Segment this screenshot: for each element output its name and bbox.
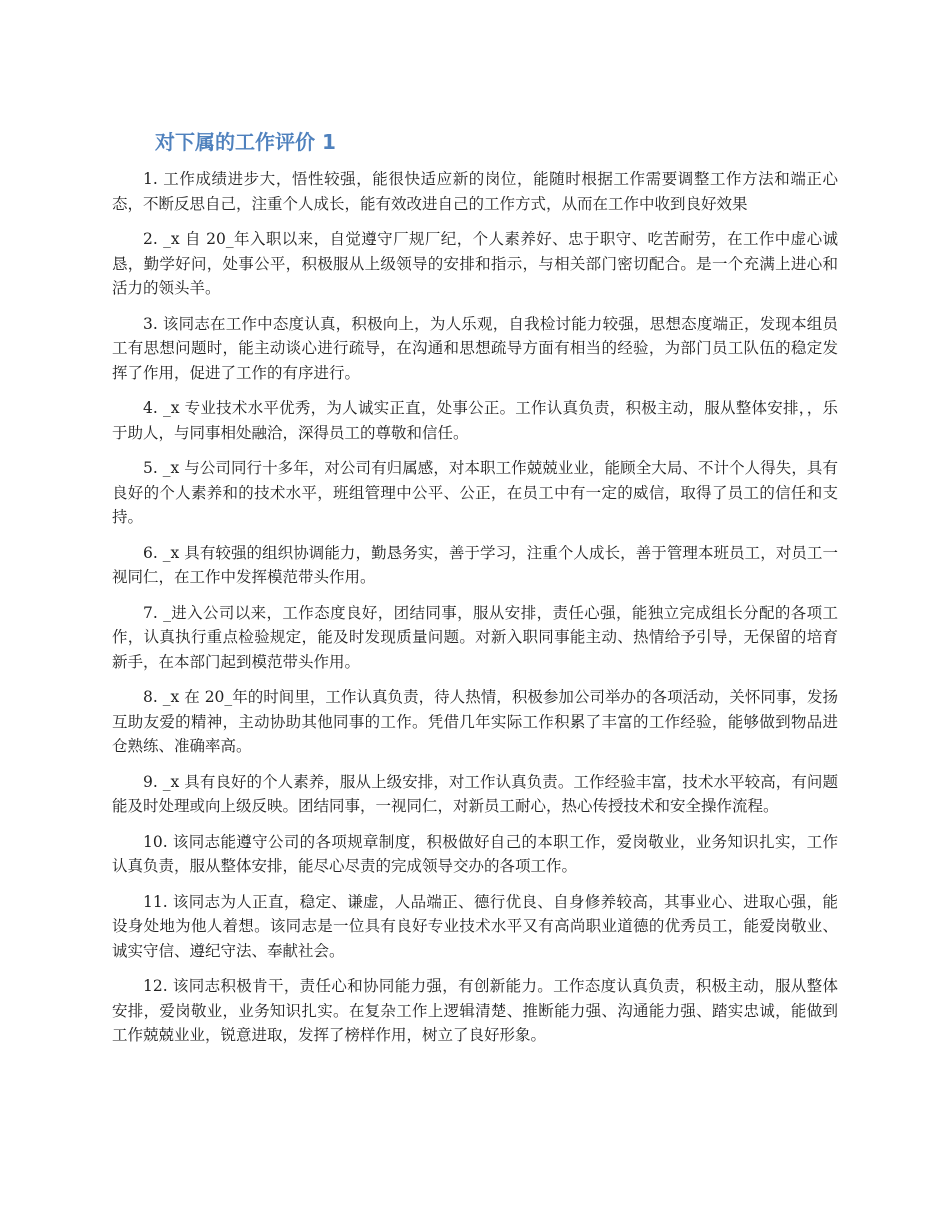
paragraph-3: 3. 该同志在工作中态度认真，积极向上，为人乐观，自我检讨能力较强，思想态度端正，发现本组员工有思想问题时，能主动谈心进行疏导，在沟通和思想疏导方面有相当的经验，为部门员工队伍的稳定发挥了作用，促进了工作的有序进行。 [112,314,838,382]
document-body [112,167,838,1059]
paragraph-5: 5. _x 与公司同行十多年，对公司有归属感，对本职工作兢兢业业，能顾全大局、不计个人得失，具有良好的个人素养和的技术水平，班组管理中公平、公正，在员工中有一定的威信，取得了员工的信任和支持。 [112,459,838,526]
paragraph-8: 8. _x 在 20_年的时间里，工作认真负责，待人热情，积极参加公司举办的各项活动，关怀同事，发扬互助友爱的精神，主动协助其他同事的工作。凭借几年实际工作积累了丰富的工作经验，能够做到物品进仓熟练、准确率高。 [112,688,838,755]
document-title: 对下属的工作评价 1 [155,130,336,154]
paragraph-1: 1. 工作成绩进步大，悟性较强，能很快适应新的岗位，能随时根据工作需要调整工作方法和端正心态，不断反思自己，注重个人成长，能有效改进自己的工作方式，从而在工作中收到良好效果 [112,170,838,213]
paragraph-10: 10. 该同志能遵守公司的各项规章制度，积极做好自己的本职工作，爱岗敬业，业务知识扎实，工作认真负责，服从整体安排，能尽心尽责的完成领导交办的各项工作。 [112,832,838,875]
paragraph-9: 9. _x 具有良好的个人素养，服从上级安排，对工作认真负责。工作经验丰富，技术水平较高，有问题能及时处理或向上级反映。团结同事，一视同仁，对新员工耐心，热心传授技术和安全操作流程。 [112,772,838,815]
paragraph-6: 6. _x 具有较强的组织协调能力，勤恳务实，善于学习，注重个人成长，善于管理本班员工，对员工一视同仁，在工作中发挥模范带头作用。 [112,543,838,586]
paragraph-2: 2. _x 自 20_年入职以来，自觉遵守厂规厂纪，个人素养好、忠于职守、吃苦耐劳，在工作中虚心诚恳，勤学好问，处事公平，积极服从上级领导的安排和指示，与相关部门密切配合。是一个充满上进心和活力的领头羊。 [112,230,838,297]
paragraph-4: 4. _x 专业技术水平优秀，为人诚实正直，处事公正。工作认真负责，积极主动，服从整体安排，，乐于助人，与同事相处融洽，深得员工的尊敬和信任。 [112,399,838,442]
paragraph-7: 7. _进入公司以来，工作态度良好，团结同事，服从安排，责任心强，能独立完成组长分配的各项工作，认真执行重点检验规定，能及时发现质量问题。对新入职同事能主动、热情给予引导，无保留的培育新手，在本部门起到模范带头作用。 [112,603,839,671]
paragraph-12: 12. 该同志积极肯干，责任心和协同能力强，有创新能力。工作态度认真负责，积极主动，服从整体安排，爱岗敬业，业务知识扎实。在复杂工作上逻辑清楚、推断能力强、沟通能力强、踏实忠诚，能做到工作兢兢业业，锐意进取，发挥了榜样作用，树立了良好形象。 [112,977,838,1044]
paragraph-11: 11. 该同志为人正直，稳定、谦虚，人品端正、德行优良、自身修养较高，其事业心、进取心强，能设身处地为他人着想。该同志是一位具有良好专业技术水平又有高尚职业道德的优秀员工，能爱岗敬业、诚实守信、遵纪守法、奉献社会。 [112,892,838,960]
